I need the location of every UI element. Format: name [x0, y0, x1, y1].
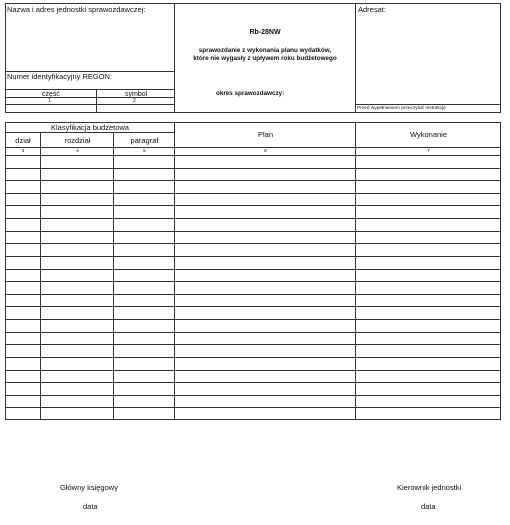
- instruction-separator: [355, 104, 501, 105]
- column-header-dzial: dział: [15, 136, 31, 145]
- table-row-line: [5, 357, 501, 358]
- czesc-symbol-divider: [96, 89, 97, 113]
- column-number-4: 4: [76, 148, 79, 154]
- unit-head-date: data: [421, 502, 436, 511]
- column-divider-1: [40, 132, 41, 420]
- numbers-row-top: [5, 147, 501, 148]
- table-row-line: [5, 269, 501, 270]
- table-row-line: [5, 243, 501, 244]
- column-header-plan: Plan: [257, 130, 273, 139]
- column-number-6: 6: [264, 148, 267, 154]
- col2-number: 2: [133, 97, 136, 104]
- table-row-line: [5, 231, 501, 232]
- table-row-line: [5, 344, 501, 345]
- table-row-line: [5, 168, 501, 169]
- table-row-line: [5, 306, 501, 307]
- regon-label: Numer identyfikacyjny REGON:: [7, 72, 113, 81]
- table-row-line: [5, 256, 501, 257]
- numbers-row-bottom: [5, 155, 501, 156]
- table-row-line: [5, 205, 501, 206]
- czesc-symbol-mid: [5, 97, 175, 98]
- symbol-label: symbol: [125, 91, 148, 98]
- table-row-line: [5, 319, 501, 320]
- column-number-3: 3: [21, 148, 25, 154]
- period-label: okres sprawozdawczy:: [216, 90, 285, 97]
- table-row-line: [5, 294, 501, 295]
- column-number-5: 5: [143, 148, 146, 154]
- czesc-symbol-top: [5, 89, 175, 90]
- form-code: Rb-28NW: [249, 29, 281, 36]
- classification-header: Klasyfikacja budżetowa: [51, 123, 129, 132]
- table-row-line: [5, 382, 501, 383]
- table-row-line: [5, 370, 501, 371]
- column-number-7: 7: [427, 148, 430, 154]
- unit-head-label: Kierownik jednostki: [397, 483, 462, 492]
- table-row-line: [5, 281, 501, 282]
- col1-number: 1: [48, 97, 51, 104]
- classification-underline: [5, 132, 175, 133]
- column-header-wykonanie: Wykonanie: [409, 130, 448, 139]
- table-row-line: [5, 180, 501, 181]
- table-row-line: [5, 395, 501, 396]
- table-row-line: [5, 407, 501, 408]
- instruction-note: Przed wypełnieniem przeczytać instrukcję: [357, 105, 446, 111]
- column-header-paragraf: paragraf: [130, 136, 159, 145]
- chief-accountant-label: Główny księgowy: [60, 483, 118, 492]
- column-divider-2: [113, 132, 114, 420]
- form-title-line1: sprawozdanie z wykonania planu wydatków,: [198, 47, 332, 54]
- table-row-line: [5, 218, 501, 219]
- column-header-rozdzial: rozdział: [64, 136, 91, 145]
- table-row-line: [5, 332, 501, 333]
- name-address-label: Nazwa i adres jednostki sprawozdawczej:: [7, 5, 146, 14]
- chief-accountant-date: data: [83, 502, 98, 511]
- czesc-symbol-bottom: [5, 104, 175, 105]
- addressee-label: Adresat:: [358, 5, 386, 14]
- form-title-line2: które nie wygasły z upływem roku budżetowego: [193, 55, 337, 62]
- czesc-label: część: [42, 91, 60, 98]
- table-row-line: [5, 193, 501, 194]
